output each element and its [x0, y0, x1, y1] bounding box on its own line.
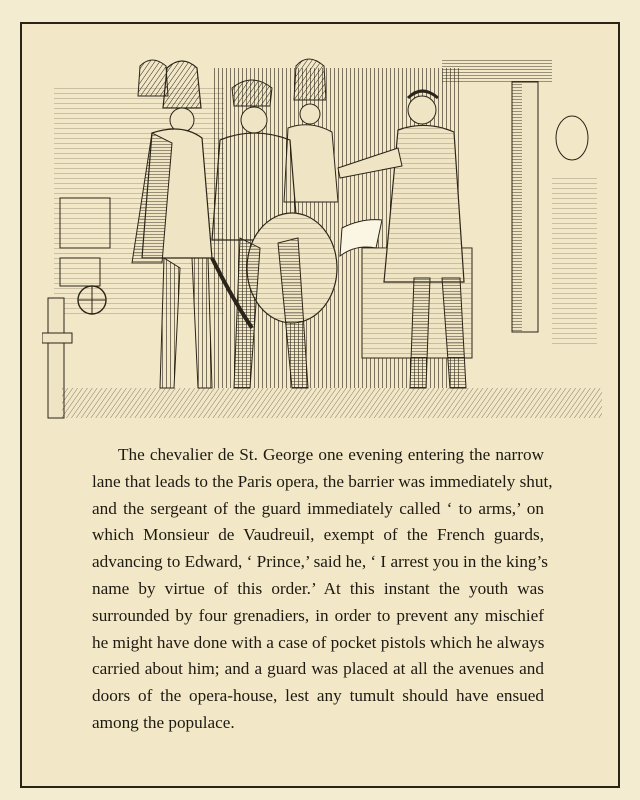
caption-line: surrounded by four grenadiers, in order to prevent any mischief	[92, 605, 544, 625]
entablature	[442, 58, 552, 82]
caption-line: The chevalier de St. George one evening entering the narrow	[118, 445, 544, 464]
caption-text	[92, 442, 553, 737]
ground	[62, 388, 602, 418]
engraving-illustration	[42, 48, 602, 428]
caption-line: he might have done with a case of pocket pistols which he always	[92, 632, 545, 652]
caption-line: name by virtue of this order.’ At this instant the youth was	[92, 578, 544, 598]
caption-line: among the populace.	[92, 712, 235, 732]
caption-line: carried about him; and a guard was placed at all the avenues and	[92, 659, 544, 679]
hanging-lamp	[556, 116, 588, 160]
caption-line: lane that leads to the Paris opera, the barrier was immediately shut,	[92, 471, 553, 491]
caption-line: advancing to Edward, ‘ Prince,’ said he, ‘ I arrest you in the king’s	[92, 552, 548, 572]
caption-line: and the sergeant of the guard immediately called ‘ to arms,’ on	[92, 498, 544, 518]
caption-line: which Monsieur de Vaudreuil, exempt of the French guards,	[92, 525, 544, 545]
caption-line: doors of the opera-house, lest any tumult should have ensued	[92, 686, 544, 706]
